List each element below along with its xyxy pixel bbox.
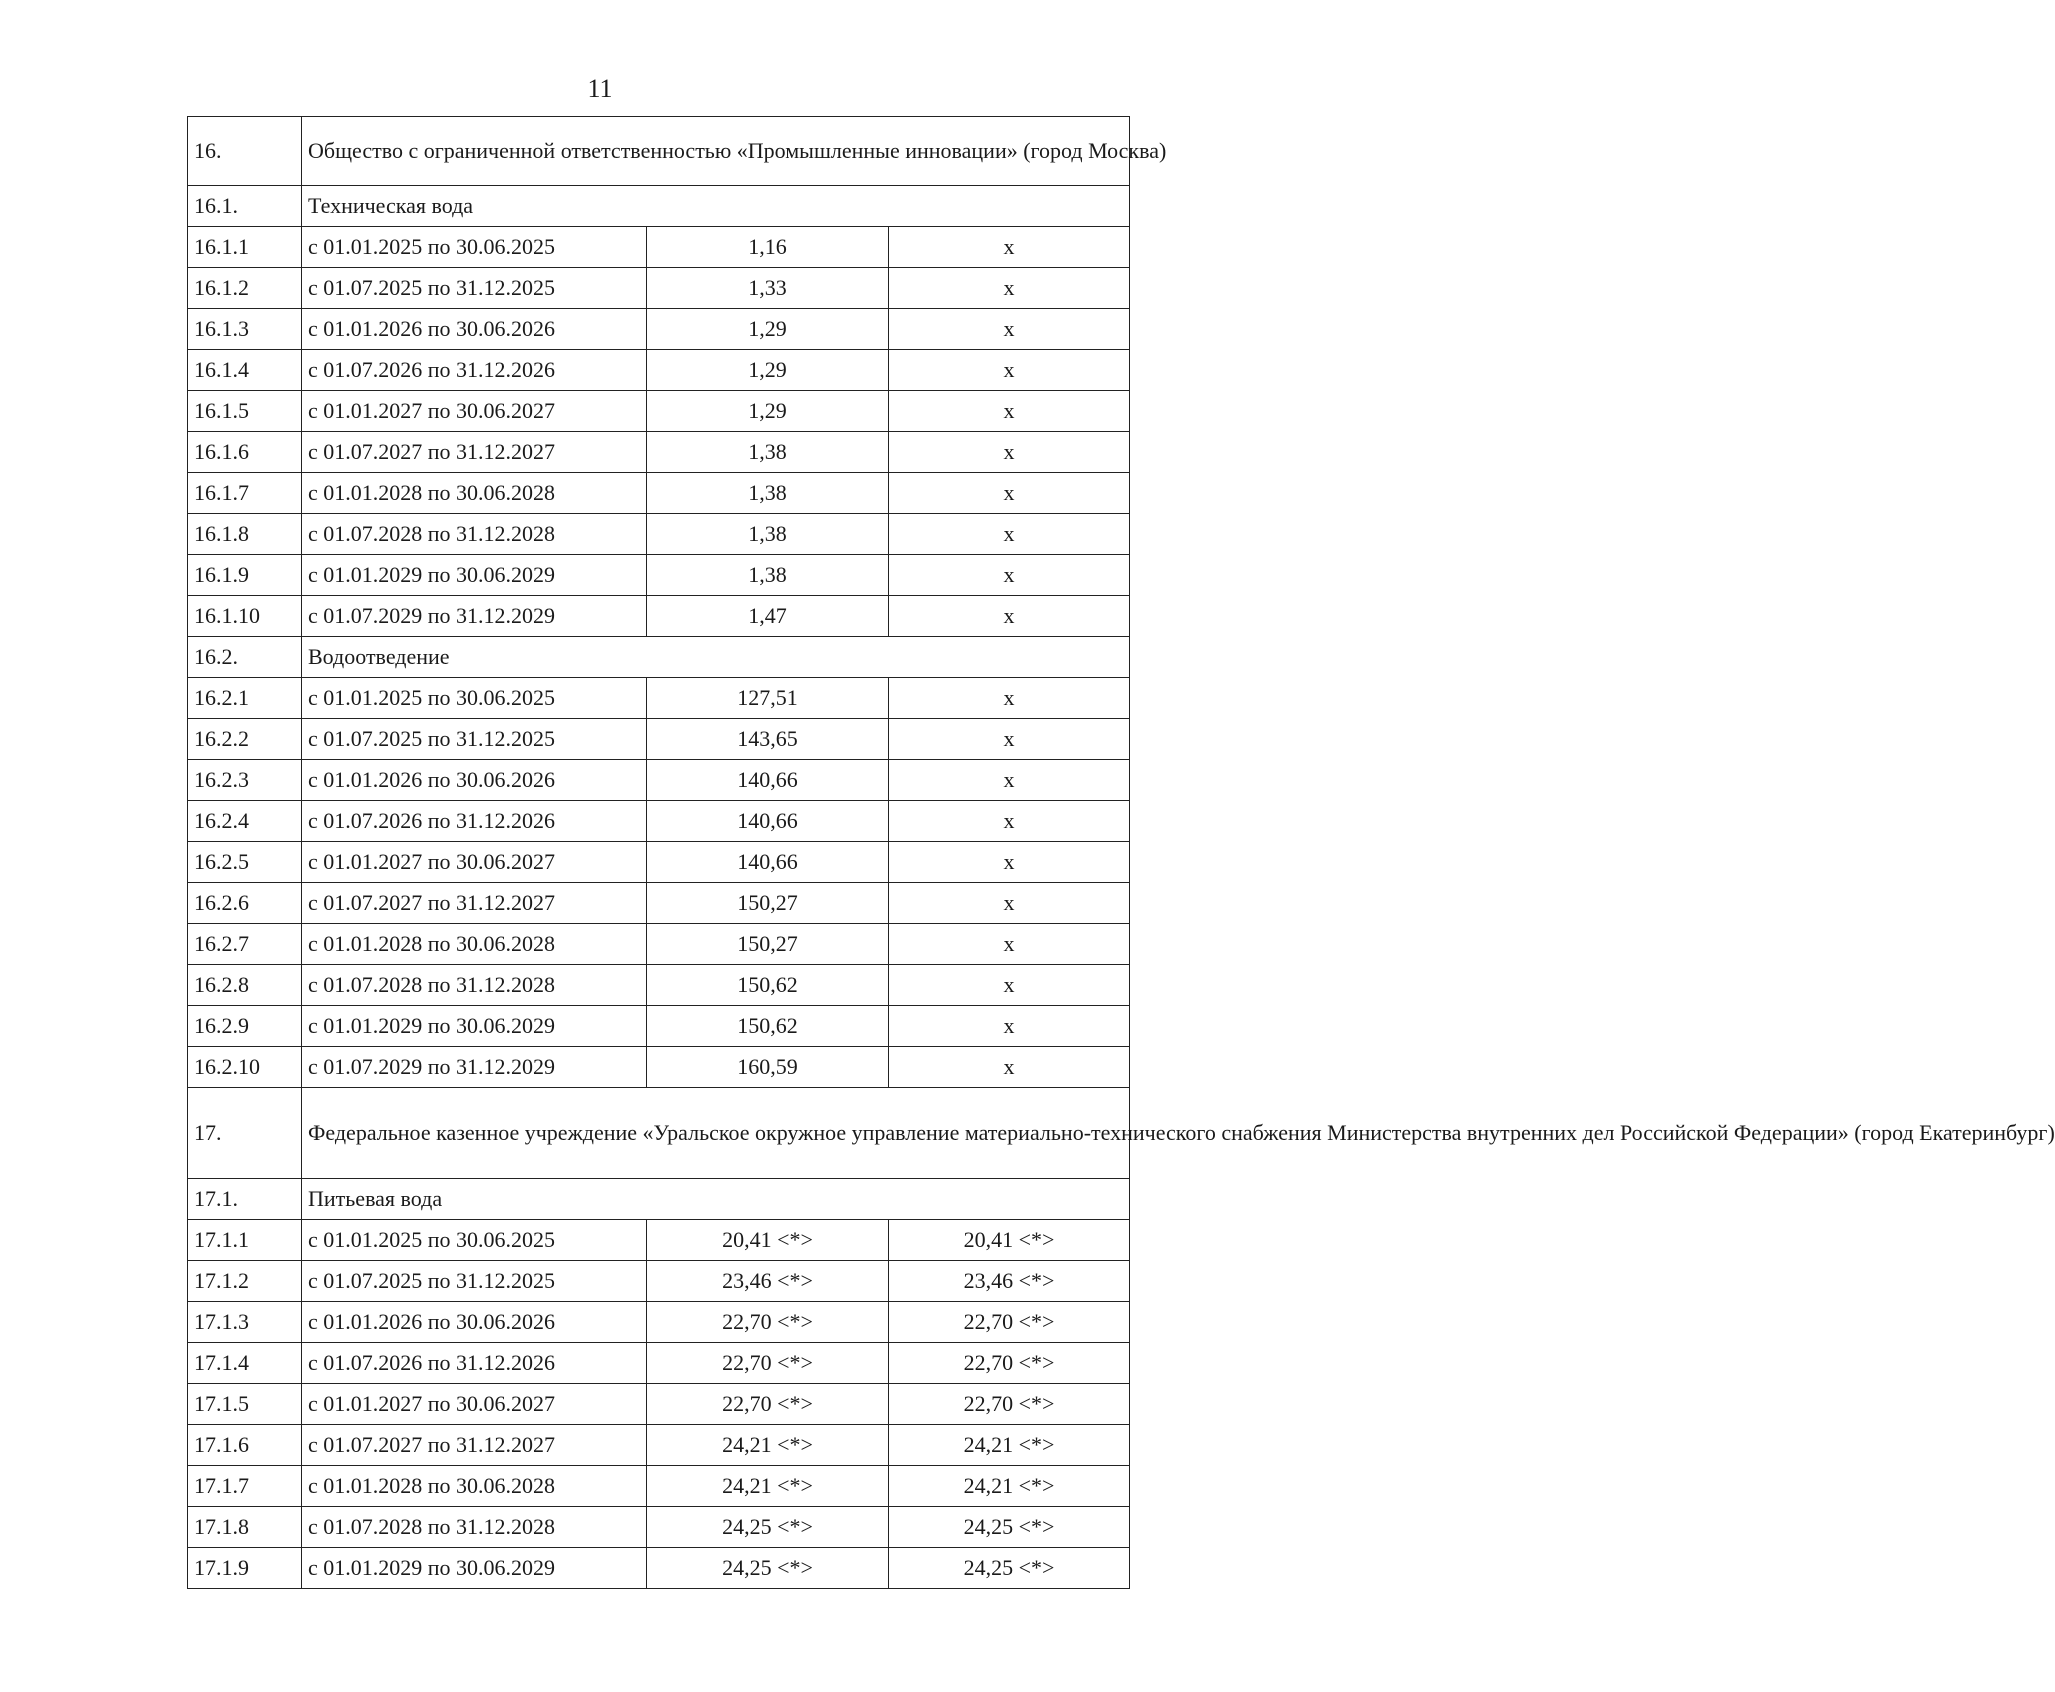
row-value: 24,25 <*> — [647, 1507, 889, 1548]
table-row — [188, 1466, 1130, 1507]
row-value-2: x — [889, 227, 1130, 268]
row-number: 17.1.1 — [188, 1220, 302, 1261]
row-number: 16.1.5 — [188, 391, 302, 432]
row-number: 16.2.1 — [188, 678, 302, 719]
row-period: с 01.01.2029 по 30.06.2029 — [302, 1548, 647, 1589]
row-value: 22,70 <*> — [647, 1302, 889, 1343]
row-number: 17.1.4 — [188, 1343, 302, 1384]
table-row — [188, 555, 1130, 596]
row-period: с 01.07.2028 по 31.12.2028 — [302, 514, 647, 555]
row-period: с 01.07.2026 по 31.12.2026 — [302, 801, 647, 842]
row-value-2: x — [889, 1047, 1130, 1088]
row-period: с 01.07.2028 по 31.12.2028 — [302, 1507, 647, 1548]
row-number: 16.2.2 — [188, 719, 302, 760]
row-period: с 01.07.2028 по 31.12.2028 — [302, 965, 647, 1006]
table-row — [188, 391, 1130, 432]
row-period: с 01.01.2029 по 30.06.2029 — [302, 1006, 647, 1047]
row-period: с 01.01.2025 по 30.06.2025 — [302, 678, 647, 719]
table-row — [188, 1425, 1130, 1466]
row-value-2: 22,70 <*> — [889, 1302, 1130, 1343]
group-header-row — [188, 1179, 1130, 1220]
row-number: 16.2.10 — [188, 1047, 302, 1088]
row-number: 16.1.8 — [188, 514, 302, 555]
row-number: 17.1.3 — [188, 1302, 302, 1343]
table-row — [188, 1220, 1130, 1261]
row-value-2: x — [889, 350, 1130, 391]
row-value-2: x — [889, 924, 1130, 965]
row-value-2: x — [889, 760, 1130, 801]
table-row — [188, 1548, 1130, 1589]
row-number: 16.2.7 — [188, 924, 302, 965]
row-number: 17.1.6 — [188, 1425, 302, 1466]
table-row — [188, 432, 1130, 473]
row-value-2: 20,41 <*> — [889, 1220, 1130, 1261]
row-number: 16.1.2 — [188, 268, 302, 309]
table-row — [188, 227, 1130, 268]
row-period: с 01.01.2028 по 30.06.2028 — [302, 924, 647, 965]
row-number: 16.2.6 — [188, 883, 302, 924]
row-value-2: x — [889, 965, 1130, 1006]
row-value-2: x — [889, 801, 1130, 842]
table-row — [188, 801, 1130, 842]
row-number: 16.2.9 — [188, 1006, 302, 1047]
table-row — [188, 883, 1130, 924]
row-value-2: x — [889, 268, 1130, 309]
row-period: с 01.01.2025 по 30.06.2025 — [302, 1220, 647, 1261]
table-row — [188, 1384, 1130, 1425]
table-row — [188, 965, 1130, 1006]
row-value-2: x — [889, 596, 1130, 637]
table-row — [188, 1047, 1130, 1088]
organization-name: Федеральное казенное учреждение «Уральское окружное управление материально-технического снабжения Министерства внутренних дел Российской Федерации» (город Екатеринбург) — [302, 1088, 1130, 1179]
row-value: 143,65 — [647, 719, 889, 760]
row-number: 16.1.6 — [188, 432, 302, 473]
row-value-2: 24,21 <*> — [889, 1466, 1130, 1507]
row-value-2: x — [889, 309, 1130, 350]
row-period: с 01.07.2027 по 31.12.2027 — [302, 1425, 647, 1466]
row-value: 140,66 — [647, 760, 889, 801]
row-value: 22,70 <*> — [647, 1384, 889, 1425]
table-row — [188, 1302, 1130, 1343]
row-period: с 01.07.2026 по 31.12.2026 — [302, 350, 647, 391]
row-number: 16.2.4 — [188, 801, 302, 842]
row-value-2: 23,46 <*> — [889, 1261, 1130, 1302]
row-value: 1,16 — [647, 227, 889, 268]
section-header-row — [188, 117, 1130, 186]
row-number: 16.2.3 — [188, 760, 302, 801]
row-period: с 01.07.2025 по 31.12.2025 — [302, 1261, 647, 1302]
row-value-2: x — [889, 678, 1130, 719]
row-number: 16.1.4 — [188, 350, 302, 391]
row-period: с 01.01.2027 по 30.06.2027 — [302, 1384, 647, 1425]
table-row — [188, 924, 1130, 965]
section-number: 16. — [188, 117, 302, 186]
row-value-2: 24,25 <*> — [889, 1548, 1130, 1589]
row-value: 1,38 — [647, 555, 889, 596]
row-number: 17.1.5 — [188, 1384, 302, 1425]
table-row — [188, 1006, 1130, 1047]
row-period: с 01.01.2029 по 30.06.2029 — [302, 555, 647, 596]
row-period: с 01.07.2027 по 31.12.2027 — [302, 883, 647, 924]
row-number: 16.1.10 — [188, 596, 302, 637]
row-number: 16.1.3 — [188, 309, 302, 350]
row-value: 140,66 — [647, 801, 889, 842]
row-period: с 01.01.2027 по 30.06.2027 — [302, 391, 647, 432]
group-number: 16.2. — [188, 637, 302, 678]
row-value: 150,62 — [647, 965, 889, 1006]
group-header-row — [188, 637, 1130, 678]
row-value: 160,59 — [647, 1047, 889, 1088]
row-value-2: x — [889, 719, 1130, 760]
row-value-2: x — [889, 391, 1130, 432]
row-value: 140,66 — [647, 842, 889, 883]
row-value: 23,46 <*> — [647, 1261, 889, 1302]
row-value-2: x — [889, 432, 1130, 473]
table-row — [188, 760, 1130, 801]
row-period: с 01.01.2027 по 30.06.2027 — [302, 842, 647, 883]
page-number: 11 — [587, 74, 613, 103]
row-value-2: x — [889, 473, 1130, 514]
section-header-row — [188, 1088, 1130, 1179]
row-period: с 01.01.2028 по 30.06.2028 — [302, 1466, 647, 1507]
group-title: Питьевая вода — [302, 1179, 1130, 1220]
row-period: с 01.07.2025 по 31.12.2025 — [302, 268, 647, 309]
group-title: Водоотведение — [302, 637, 1130, 678]
row-value: 1,29 — [647, 391, 889, 432]
row-period: с 01.01.2028 по 30.06.2028 — [302, 473, 647, 514]
row-value-2: x — [889, 555, 1130, 596]
row-number: 17.1.9 — [188, 1548, 302, 1589]
table-row — [188, 678, 1130, 719]
table-row — [188, 1261, 1130, 1302]
row-value-2: 24,25 <*> — [889, 1507, 1130, 1548]
row-number: 17.1.7 — [188, 1466, 302, 1507]
row-value-2: 22,70 <*> — [889, 1343, 1130, 1384]
row-value: 1,38 — [647, 514, 889, 555]
row-value: 24,21 <*> — [647, 1466, 889, 1507]
table-row — [188, 1507, 1130, 1548]
row-value: 1,38 — [647, 432, 889, 473]
group-title: Техническая вода — [302, 186, 1130, 227]
table-row — [188, 514, 1130, 555]
row-value: 20,41 <*> — [647, 1220, 889, 1261]
row-number: 16.1.1 — [188, 227, 302, 268]
row-period: с 01.07.2029 по 31.12.2029 — [302, 596, 647, 637]
row-number: 16.1.7 — [188, 473, 302, 514]
row-value: 1,47 — [647, 596, 889, 637]
section-number: 17. — [188, 1088, 302, 1179]
organization-name: Общество с ограниченной ответственностью «Промышленные инновации» (город Москва) — [302, 117, 1130, 186]
row-period: с 01.07.2029 по 31.12.2029 — [302, 1047, 647, 1088]
tariff-table-body — [188, 117, 2055, 1589]
row-value: 1,38 — [647, 473, 889, 514]
row-number: 16.1.9 — [188, 555, 302, 596]
table-row — [188, 268, 1130, 309]
row-period: с 01.01.2026 по 30.06.2026 — [302, 760, 647, 801]
row-number: 16.2.5 — [188, 842, 302, 883]
row-value-2: x — [889, 883, 1130, 924]
group-number: 17.1. — [188, 1179, 302, 1220]
row-value: 1,29 — [647, 350, 889, 391]
group-header-row — [188, 186, 1130, 227]
row-value: 150,27 — [647, 883, 889, 924]
row-period: с 01.07.2027 по 31.12.2027 — [302, 432, 647, 473]
row-value-2: x — [889, 514, 1130, 555]
row-value-2: 22,70 <*> — [889, 1384, 1130, 1425]
tariff-table — [187, 116, 2055, 1589]
row-number: 17.1.8 — [188, 1507, 302, 1548]
row-value: 24,25 <*> — [647, 1548, 889, 1589]
table-row — [188, 1343, 1130, 1384]
row-value-2: 24,21 <*> — [889, 1425, 1130, 1466]
row-period: с 01.01.2026 по 30.06.2026 — [302, 1302, 647, 1343]
table-row — [188, 350, 1130, 391]
table-row — [188, 473, 1130, 514]
row-value: 150,27 — [647, 924, 889, 965]
table-row — [188, 719, 1130, 760]
row-number: 17.1.2 — [188, 1261, 302, 1302]
table-row — [188, 309, 1130, 350]
row-value: 127,51 — [647, 678, 889, 719]
row-value: 150,62 — [647, 1006, 889, 1047]
row-number: 16.2.8 — [188, 965, 302, 1006]
group-number: 16.1. — [188, 186, 302, 227]
row-value: 1,29 — [647, 309, 889, 350]
row-value-2: x — [889, 1006, 1130, 1047]
table-row — [188, 596, 1130, 637]
row-period: с 01.07.2025 по 31.12.2025 — [302, 719, 647, 760]
row-value: 24,21 <*> — [647, 1425, 889, 1466]
row-value: 1,33 — [647, 268, 889, 309]
row-period: с 01.07.2026 по 31.12.2026 — [302, 1343, 647, 1384]
row-value-2: x — [889, 842, 1130, 883]
row-period: с 01.01.2025 по 30.06.2025 — [302, 227, 647, 268]
row-value: 22,70 <*> — [647, 1343, 889, 1384]
row-period: с 01.01.2026 по 30.06.2026 — [302, 309, 647, 350]
table-row — [188, 842, 1130, 883]
